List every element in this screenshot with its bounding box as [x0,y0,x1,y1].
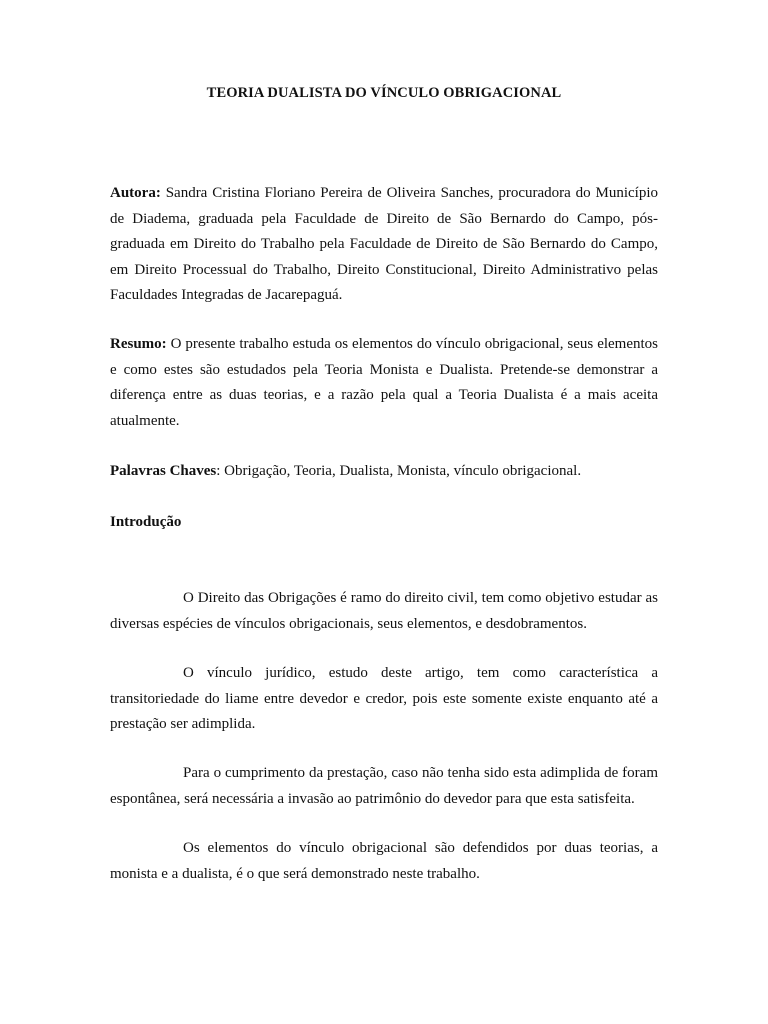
intro-heading: Introdução [110,514,182,530]
keywords-label: Palavras Chaves [110,463,217,479]
keywords-paragraph [110,459,658,485]
author-label: Autora: [110,185,161,201]
abstract-text: O presente trabalho estuda os elementos do vínculo obrigacional, seus elementos e como estes são estudados pela Teoria Monista e Dualista. Pretende-se demonstrar a diferença entre as duas teorias, e a razão pela qual a Teoria Dualista é a mais aceita atualmente. [110,336,659,429]
intro-paragraph-1: O Direito das Obrigações é ramo do direito civil, tem como objetivo estudar as diversas espécies de vínculos obrigacionais, seus elementos, e desdobramentos. [110,590,658,632]
intro-paragraph-3: Para o cumprimento da prestação, caso não tenha sido esta adimplida de foram espontânea, será necessária a invasão ao patrimônio do devedor para que esta satisfeita. [110,765,658,807]
author-text: Sandra Cristina Floriano Pereira de Oliveira Sanches, procuradora do Município de Diadema, graduada pela Faculdade de Direito de São Bernardo do Campo, pós-graduada em Direito do Trabalho pela Faculdade de Direito de São Bernardo do Campo, em Direito Processual do Trabalho, Direito Constitucional, Direito Administrativo pelas Faculdades Integradas de Jacarepaguá. [110,185,658,303]
author-paragraph [110,181,658,309]
abstract-paragraph [110,332,658,434]
document-title: TEORIA DUALISTA DO VÍNCULO OBRIGACIONAL [206,85,562,101]
intro-paragraph-4: Os elementos do vínculo obrigacional são defendidos por duas teorias, a monista e a dualista, é o que será demonstrado neste trabalho. [110,840,658,882]
intro-paragraph-2: O vínculo jurídico, estudo deste artigo, tem como característica a transitoriedade do liame entre devedor e credor, pois este somente existe enquanto até a prestação ser adimplida. [110,665,658,732]
abstract-label: Resumo: [110,336,167,352]
keywords-text: : Obrigação, Teoria, Dualista, Monista, vínculo obrigacional. [216,463,582,479]
